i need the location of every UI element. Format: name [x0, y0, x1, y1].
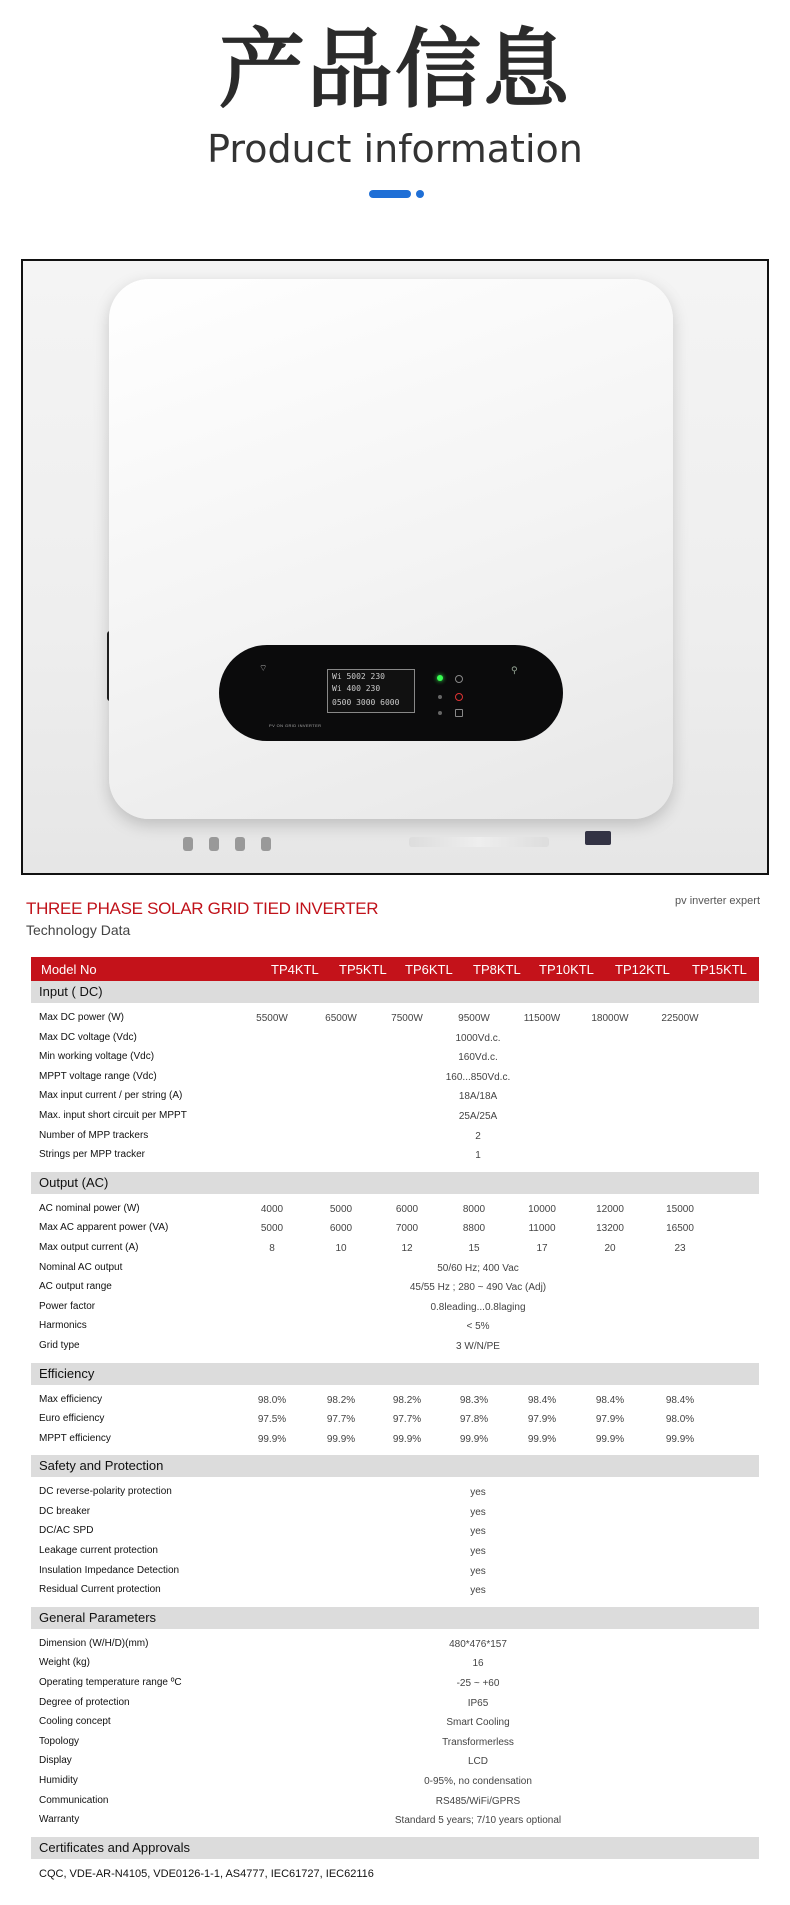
table-row	[31, 1029, 759, 1049]
row-label: Max AC apparent power (VA)	[39, 1222, 169, 1234]
product-photo	[21, 259, 769, 875]
table-row	[31, 1792, 759, 1812]
table-cell-merged: yes	[470, 1506, 486, 1518]
section-title: Input ( DC)	[39, 984, 103, 999]
table-cell-merged: 3 W/N/PE	[456, 1340, 500, 1352]
row-label: Operating temperature range ºC	[39, 1677, 182, 1689]
table-row	[31, 1635, 759, 1655]
table-row	[31, 1811, 759, 1831]
table-cell: 98.4%	[527, 1394, 557, 1406]
table-cell-merged: 25A/25A	[458, 1110, 498, 1122]
row-label: Harmonics	[39, 1320, 87, 1332]
table-row	[31, 1522, 759, 1542]
table-cell-merged: 480*476*157	[449, 1638, 507, 1650]
row-label: Max input current / per string (A)	[39, 1090, 183, 1102]
table-cell-merged: < 5%	[466, 1321, 490, 1333]
table-cell: 5000	[260, 1223, 284, 1235]
row-label: MPPT voltage range (Vdc)	[39, 1070, 157, 1082]
table-cell-merged: Transformerless	[442, 1736, 514, 1748]
table-cell: 5500W	[256, 1013, 288, 1024]
section-title: Output (AC)	[39, 1174, 109, 1190]
table-row	[31, 1068, 759, 1088]
row-label: Min working voltage (Vdc)	[39, 1051, 155, 1063]
table-cell: 13200	[596, 1223, 624, 1235]
table-row	[31, 1009, 759, 1029]
table-cell-merged: 50/60 Hz; 400 Vac	[437, 1262, 519, 1274]
section-header	[31, 981, 759, 1003]
row-label: DC/AC SPD	[39, 1525, 94, 1537]
section-header	[31, 1837, 759, 1859]
table-cell-merged: LCD	[467, 1756, 488, 1768]
table-cell: 6000	[329, 1223, 353, 1235]
table-row	[31, 1239, 759, 1259]
table-cell-merged: 160...850Vd.c.	[445, 1071, 511, 1083]
header-cell: TP6KTL	[405, 962, 453, 977]
header-cell: TP4KTL	[271, 962, 319, 977]
wifi-icon: ⌔	[259, 663, 268, 673]
section-title: Efficiency	[39, 1365, 95, 1381]
table-cell: 98.0%	[257, 1394, 287, 1406]
table-cell: 8	[269, 1242, 275, 1254]
row-label: Max output current (A)	[39, 1241, 139, 1253]
row-label: Cooling concept	[39, 1716, 111, 1728]
section-title: Safety and Protection	[39, 1458, 164, 1474]
table-row	[31, 1542, 759, 1562]
table-cell-merged: yes	[470, 1487, 486, 1499]
row-label: MPPT efficiency	[39, 1432, 111, 1444]
row-label: Power factor	[39, 1300, 96, 1312]
table-cell: 16500	[666, 1223, 694, 1235]
ac-terminal-strip	[409, 837, 549, 847]
table-cell: 7500W	[391, 1013, 423, 1024]
spec-table	[31, 957, 759, 1887]
table-header-row	[31, 957, 759, 981]
link-icon: ⚲	[511, 665, 518, 675]
table-cell: 12	[401, 1242, 413, 1254]
table-cell: 98.2%	[392, 1394, 422, 1406]
section-header	[31, 1455, 759, 1477]
lcd-line: Wi 5002 230	[332, 672, 385, 681]
page-title-chinese: 产品信息	[219, 20, 571, 120]
table-cell: 97.7%	[326, 1414, 356, 1426]
section-title: General Parameters	[39, 1609, 157, 1625]
header-cell: TP5KTL	[339, 962, 387, 977]
title-accent-bar	[369, 190, 411, 198]
table-row	[31, 1713, 759, 1733]
table-cell: 8000	[462, 1203, 486, 1215]
row-label: Grid type	[39, 1339, 80, 1351]
table-cell: 4000	[260, 1203, 284, 1215]
table-row	[31, 1733, 759, 1753]
row-label: AC output range	[39, 1281, 112, 1293]
table-cell: 99.9%	[527, 1433, 557, 1445]
table-cell: 11000	[528, 1223, 556, 1235]
table-row	[31, 1674, 759, 1694]
row-label: DC breaker	[39, 1505, 91, 1517]
row-label: DC reverse-polarity protection	[39, 1486, 172, 1498]
table-cell: 15	[468, 1242, 480, 1254]
table-cell-merged: -25 ~ +60	[456, 1678, 500, 1690]
table-cell: 97.8%	[459, 1414, 489, 1426]
table-cell-merged: IP65	[467, 1697, 489, 1709]
row-label: Weight (kg)	[39, 1657, 90, 1669]
table-row	[31, 1278, 759, 1298]
table-row	[31, 1562, 759, 1582]
table-cell-merged: 2	[475, 1130, 481, 1142]
table-cell-merged: Standard 5 years; 7/10 years optional	[394, 1815, 562, 1827]
ac-connector	[585, 831, 611, 845]
table-cell: 18000W	[591, 1013, 629, 1024]
table-row	[31, 1410, 759, 1430]
row-label: Euro efficiency	[39, 1413, 105, 1425]
row-label: Insulation Impedance Detection	[39, 1564, 180, 1576]
section-header	[31, 1607, 759, 1629]
spec-title: THREE PHASE SOLAR GRID TIED INVERTER	[26, 899, 379, 918]
table-row	[31, 1127, 759, 1147]
table-cell: 10	[335, 1242, 347, 1254]
status-led	[438, 711, 442, 715]
table-cell: 5000	[329, 1203, 353, 1215]
dc-connector	[235, 837, 245, 851]
row-label: Strings per MPP tracker	[39, 1149, 145, 1161]
table-cell: 97.7%	[392, 1414, 422, 1426]
table-cell: 20	[604, 1242, 616, 1254]
table-cell-merged: yes	[470, 1565, 486, 1577]
table-cell-merged: yes	[470, 1546, 486, 1558]
row-label: Topology	[39, 1735, 80, 1747]
header-cell: TP15KTL	[692, 962, 747, 977]
table-cell: 99.9%	[392, 1433, 422, 1445]
table-cell-merged: 160Vd.c.	[458, 1052, 498, 1064]
row-label: Number of MPP trackers	[39, 1129, 149, 1141]
row-label: Dimension (W/H/D)(mm)	[39, 1637, 149, 1649]
table-cell: 8800	[462, 1223, 486, 1235]
spec-subtitle: Technology Data	[26, 922, 131, 938]
row-label: Warranty	[39, 1814, 80, 1826]
table-row	[31, 1337, 759, 1357]
table-row	[31, 1259, 759, 1279]
row-label: AC nominal power (W)	[39, 1202, 140, 1214]
table-cell-merged: RS485/WiFi/GPRS	[435, 1795, 521, 1807]
table-cell-merged: 1	[475, 1150, 481, 1162]
table-cell: 7000	[395, 1223, 419, 1235]
dc-connector	[183, 837, 193, 851]
table-cell: 99.9%	[257, 1433, 287, 1445]
table-row	[31, 1654, 759, 1674]
table-row	[31, 1146, 759, 1166]
table-cell-merged: 0.8leading...0.8laging	[430, 1301, 526, 1313]
header-cell: Model No	[41, 962, 97, 977]
table-row	[31, 1694, 759, 1714]
table-cell: 6500W	[325, 1013, 357, 1024]
row-label: Communication	[39, 1794, 109, 1806]
table-row	[31, 1317, 759, 1337]
header-cell: TP10KTL	[539, 962, 594, 977]
table-row	[31, 1430, 759, 1450]
fault-icon	[455, 693, 463, 701]
table-row	[31, 1752, 759, 1772]
header-cell: TP12KTL	[615, 962, 670, 977]
power-icon	[455, 675, 463, 683]
table-cell: 17	[536, 1242, 548, 1254]
row-label: Max DC voltage (Vdc)	[39, 1031, 137, 1043]
table-row	[31, 1503, 759, 1523]
table-cell: 97.5%	[257, 1414, 287, 1426]
dc-connector	[209, 837, 219, 851]
panel-caption: PV ON GRID INVERTER	[269, 723, 322, 728]
table-cell: 6000	[395, 1203, 419, 1215]
table-cell-merged: yes	[470, 1526, 486, 1538]
row-label: Max DC power (W)	[39, 1012, 125, 1023]
table-row	[31, 1048, 759, 1068]
grid-icon	[455, 709, 463, 717]
section-header	[31, 1363, 759, 1385]
row-label: Residual Current protection	[39, 1584, 161, 1596]
table-cell: 98.4%	[665, 1394, 695, 1406]
status-led	[438, 695, 442, 699]
row-label: Display	[39, 1755, 72, 1767]
table-cell: 11500W	[523, 1013, 561, 1024]
section-title: Certificates and Approvals	[39, 1839, 191, 1855]
certificates-row	[31, 1865, 759, 1887]
status-led-green	[437, 675, 443, 681]
table-row	[31, 1219, 759, 1239]
inverter-display-panel	[219, 645, 563, 741]
row-label: Degree of protection	[39, 1696, 130, 1708]
table-cell: 99.9%	[326, 1433, 356, 1445]
table-cell: 10000	[528, 1203, 556, 1215]
table-cell: 12000	[596, 1203, 624, 1215]
table-cell-merged: yes	[470, 1585, 486, 1597]
section-header	[31, 1172, 759, 1194]
dc-connector	[261, 837, 271, 851]
table-cell: 98.2%	[326, 1394, 356, 1406]
lcd-line: 0500 3000 6000	[332, 698, 400, 707]
table-row	[31, 1107, 759, 1127]
title-accent-dot	[416, 190, 424, 198]
table-cell: 98.4%	[595, 1394, 625, 1406]
lcd-screen	[327, 669, 415, 713]
table-row	[31, 1087, 759, 1107]
table-cell: 22500W	[661, 1013, 699, 1024]
table-cell: 9500W	[458, 1013, 490, 1024]
page-title-english: Product information	[207, 127, 583, 171]
table-cell-merged: 18A/18A	[458, 1091, 498, 1103]
table-row	[31, 1483, 759, 1503]
table-cell-merged: 0-95%, no condensation	[424, 1776, 532, 1787]
table-cell-merged: 45/55 Hz ; 280 ~ 490 Vac (Adj)	[409, 1282, 547, 1294]
certificates-list: CQC, VDE-AR-N4105, VDE0126-1-1, AS4777, IEC61727, IEC62116	[39, 1867, 374, 1880]
table-cell-merged: 1000Vd.c.	[455, 1032, 501, 1044]
table-cell: 99.9%	[595, 1433, 625, 1445]
table-cell-merged: 16	[472, 1658, 484, 1670]
table-row	[31, 1772, 759, 1792]
table-cell: 97.9%	[595, 1414, 625, 1426]
row-label: Max efficiency	[39, 1393, 103, 1405]
header-cell: TP8KTL	[473, 962, 521, 977]
table-row	[31, 1200, 759, 1220]
brand-tag: pv inverter expert	[675, 895, 760, 907]
row-label: Humidity	[39, 1775, 78, 1786]
row-label: Nominal AC output	[39, 1261, 123, 1273]
table-cell: 98.0%	[665, 1414, 695, 1426]
table-row	[31, 1581, 759, 1601]
row-label: Max. input short circuit per MPPT	[39, 1109, 187, 1121]
table-cell: 15000	[666, 1203, 694, 1215]
table-cell: 99.9%	[665, 1433, 695, 1445]
lcd-line: Wi 400 230	[332, 684, 381, 693]
table-cell: 97.9%	[527, 1414, 557, 1426]
table-cell: 99.9%	[459, 1433, 489, 1445]
table-cell-merged: Smart Cooling	[446, 1717, 510, 1729]
table-row	[31, 1298, 759, 1318]
table-cell: 98.3%	[459, 1394, 489, 1406]
table-cell: 23	[674, 1242, 686, 1254]
row-label: Leakage current protection	[39, 1545, 158, 1557]
table-row	[31, 1391, 759, 1411]
